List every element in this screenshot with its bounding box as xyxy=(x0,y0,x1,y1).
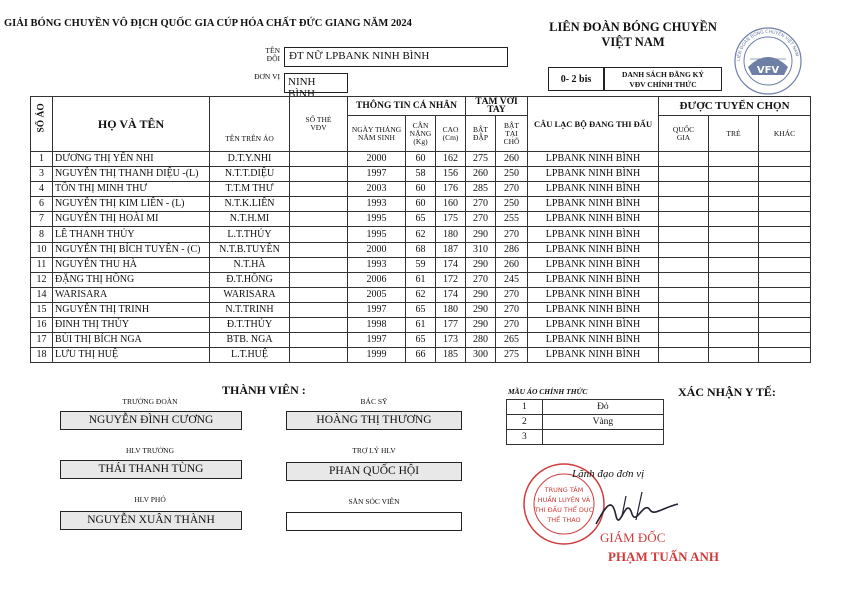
cell-weight: 68 xyxy=(406,242,436,257)
cell-club: LPBANK NINH BÌNH xyxy=(528,182,659,197)
cell-standing: 260 xyxy=(496,257,528,272)
cell-standing: 286 xyxy=(496,242,528,257)
federation-line-1: LIÊN ĐOÀN BÓNG CHUYỀN xyxy=(549,20,717,34)
cell-name: NGUYỄN THU HÀ xyxy=(53,257,210,272)
cell-height: 174 xyxy=(436,287,466,302)
cell-empty xyxy=(290,212,348,227)
cell-empty xyxy=(709,318,759,333)
cell-standing: 270 xyxy=(496,227,528,242)
cell-empty xyxy=(709,333,759,348)
cell-weight: 61 xyxy=(406,272,436,287)
cell-weight: 65 xyxy=(406,302,436,317)
cell-club: LPBANK NINH BÌNH xyxy=(528,257,659,272)
cell-height: 177 xyxy=(436,318,466,333)
cell-empty xyxy=(659,257,709,272)
cell-standing: 270 xyxy=(496,287,528,302)
cell-empty xyxy=(290,197,348,212)
cell-spike: 270 xyxy=(466,212,496,227)
cell-name: NGUYỄN THỊ HOÀI MI xyxy=(53,212,210,227)
cell-empty xyxy=(659,272,709,287)
cell-empty xyxy=(709,272,759,287)
cell-spike: 270 xyxy=(466,272,496,287)
vice-label: HLV PHÓ xyxy=(134,495,166,504)
cell-empty xyxy=(709,152,759,167)
cell-empty xyxy=(759,318,811,333)
unit-name-field: NINH BÌNH xyxy=(284,73,348,93)
cell-spike: 300 xyxy=(466,348,496,363)
cell-year: 1997 xyxy=(348,333,406,348)
cell-empty xyxy=(759,348,811,363)
cell-empty xyxy=(759,242,811,257)
cell-shirt: N.T.HÀ xyxy=(210,257,290,272)
table-row xyxy=(31,257,811,272)
kit-row xyxy=(507,400,664,415)
cell-year: 1997 xyxy=(348,167,406,182)
table-row xyxy=(31,272,811,287)
cell-weight: 58 xyxy=(406,167,436,182)
cell-weight: 59 xyxy=(406,257,436,272)
cell-year: 2005 xyxy=(348,287,406,302)
cell-shirt: T.T.M THƯ xyxy=(210,182,290,197)
kit-row xyxy=(507,430,664,445)
cell-empty xyxy=(659,167,709,182)
team-name-field: ĐT NỮ LPBANK NINH BÌNH xyxy=(284,47,508,67)
cell-no: 1 xyxy=(31,152,53,167)
tournament-title: GIẢI BÓNG CHUYỀN VÔ ĐỊCH QUỐC GIA CÚP HÓA CHẤT ĐỨC GIANG NĂM 2024 xyxy=(4,18,412,29)
director-title: GIÁM ĐỐC xyxy=(600,530,666,545)
cell-empty xyxy=(709,242,759,257)
cell-empty xyxy=(709,167,759,182)
cell-standing: 250 xyxy=(496,167,528,182)
cell-year: 1998 xyxy=(348,318,406,333)
cell-empty xyxy=(709,257,759,272)
col-club: CÂU LẠC BỘ ĐANG THI ĐẤU xyxy=(528,97,659,152)
cell-empty xyxy=(709,287,759,302)
cell-standing: 270 xyxy=(496,182,528,197)
cell-empty xyxy=(659,197,709,212)
medical-confirmation: XÁC NHẬN Y TẾ: xyxy=(678,385,776,399)
cell-spike: 290 xyxy=(466,257,496,272)
logo-ring-text: LIÊN ĐOÀN BÓNG CHUYỀN VIỆT NAM xyxy=(736,29,799,62)
stamp-line-3: THI ĐẤU THỂ DỤC xyxy=(534,506,594,514)
player-table xyxy=(30,96,811,363)
cell-no: 6 xyxy=(31,197,53,212)
table-row xyxy=(31,242,811,257)
cell-club: LPBANK NINH BÌNH xyxy=(528,302,659,317)
col-no: SỐ ÁO xyxy=(31,97,53,152)
kit-cell-n: 1 xyxy=(507,400,543,415)
director-name: PHẠM TUẤN ANH xyxy=(608,549,719,564)
table-row xyxy=(31,302,811,317)
cell-weight: 60 xyxy=(406,152,436,167)
vice-name-field: NGUYỄN XUÂN THÀNH xyxy=(60,511,242,530)
cell-no: 3 xyxy=(31,167,53,182)
asst-label: TRỢ LÝ HLV xyxy=(352,446,396,455)
cell-no: 16 xyxy=(31,318,53,333)
cell-shirt: N.T.T.DIỆU xyxy=(210,167,290,182)
cell-height: 160 xyxy=(436,197,466,212)
logo-text: VFV xyxy=(756,65,780,76)
cell-empty xyxy=(759,302,811,317)
head-label: TRƯỞNG ĐOÀN xyxy=(122,397,178,406)
cell-empty xyxy=(759,197,811,212)
player-rows xyxy=(31,152,811,363)
cell-empty xyxy=(759,167,811,182)
cell-club: LPBANK NINH BÌNH xyxy=(528,242,659,257)
doctor-label: BÁC SỸ xyxy=(360,397,388,406)
cell-spike: 260 xyxy=(466,167,496,182)
cell-empty xyxy=(659,348,709,363)
cell-standing: 270 xyxy=(496,318,528,333)
cell-year: 2003 xyxy=(348,182,406,197)
table-row xyxy=(31,318,811,333)
col-standing: BẬT TẠI CHỖ xyxy=(496,116,528,152)
cell-empty xyxy=(659,152,709,167)
cell-empty xyxy=(709,227,759,242)
cell-height: 187 xyxy=(436,242,466,257)
cell-shirt: Đ.T.THỦY xyxy=(210,318,290,333)
cell-empty xyxy=(290,287,348,302)
cell-weight: 65 xyxy=(406,333,436,348)
care-label: SĂN SÓC VIÊN xyxy=(348,497,400,506)
cell-name: NGUYỄN THỊ BÍCH TUYỀN - (C) xyxy=(53,242,210,257)
cell-standing: 260 xyxy=(496,152,528,167)
cell-club: LPBANK NINH BÌNH xyxy=(528,212,659,227)
cell-empty xyxy=(290,302,348,317)
cell-name: TÔN THỊ MINH THƯ xyxy=(53,182,210,197)
cell-empty xyxy=(659,302,709,317)
cell-name: WARISARA xyxy=(53,287,210,302)
vfv-logo xyxy=(728,23,808,95)
cell-height: 180 xyxy=(436,227,466,242)
cell-standing: 250 xyxy=(496,197,528,212)
cell-shirt: D.T.Y.NHI xyxy=(210,152,290,167)
cell-empty xyxy=(759,333,811,348)
col-selected: ĐƯỢC TUYỂN CHỌN xyxy=(659,97,811,116)
cell-empty xyxy=(659,212,709,227)
cell-weight: 62 xyxy=(406,287,436,302)
cell-height: 162 xyxy=(436,152,466,167)
col-reach: TẦM VỚI TAY xyxy=(466,97,528,116)
cell-standing: 255 xyxy=(496,212,528,227)
cell-spike: 290 xyxy=(466,287,496,302)
cell-empty xyxy=(290,182,348,197)
cell-height: 156 xyxy=(436,167,466,182)
stamp-line-1: TRUNG TÂM xyxy=(544,486,584,494)
cell-name: NGUYỄN THỊ TRINH xyxy=(53,302,210,317)
federation-name xyxy=(540,20,726,50)
cell-spike: 270 xyxy=(466,197,496,212)
cell-shirt: N.T.H.MI xyxy=(210,212,290,227)
cell-height: 176 xyxy=(436,182,466,197)
list-title: DANH SÁCH ĐĂNG KÝ VĐV CHÍNH THỨC xyxy=(604,67,722,91)
cell-name: ĐINH THỊ THỦY xyxy=(53,318,210,333)
cell-shirt: N.T.B.TUYỀN xyxy=(210,242,290,257)
cell-empty xyxy=(709,197,759,212)
col-shirt-name: TÊN TRÊN ÁO xyxy=(210,97,290,152)
coach-name-field: THÁI THANH TÙNG xyxy=(60,460,242,479)
cell-year: 1997 xyxy=(348,302,406,317)
cell-year: 2000 xyxy=(348,152,406,167)
cell-shirt: N.T.K.LIÊN xyxy=(210,197,290,212)
doctor-name-field: HOÀNG THỊ THƯƠNG xyxy=(286,411,462,430)
cell-year: 1993 xyxy=(348,257,406,272)
cell-club: LPBANK NINH BÌNH xyxy=(528,152,659,167)
col-name: HỌ VÀ TÊN xyxy=(53,97,210,152)
cell-empty xyxy=(290,318,348,333)
cell-empty xyxy=(659,318,709,333)
cell-weight: 61 xyxy=(406,318,436,333)
kit-table xyxy=(506,399,664,445)
cell-empty xyxy=(759,227,811,242)
cell-name: BÙI THỊ BÍCH NGA xyxy=(53,333,210,348)
team-label: TÊN ĐỘI xyxy=(265,46,280,63)
asst-name-field: PHAN QUỐC HỘI xyxy=(286,462,462,481)
cell-no: 18 xyxy=(31,348,53,363)
kit-cell-color: Vàng xyxy=(542,415,663,430)
cell-shirt: N.T.TRINH xyxy=(210,302,290,317)
cell-no: 4 xyxy=(31,182,53,197)
cell-name: LÊ THANH THỦY xyxy=(53,227,210,242)
cell-empty xyxy=(759,212,811,227)
col-youth: TRẺ xyxy=(709,116,759,152)
cell-empty xyxy=(759,287,811,302)
cell-empty xyxy=(709,182,759,197)
cell-no: 15 xyxy=(31,302,53,317)
cell-spike: 310 xyxy=(466,242,496,257)
federation-line-2: VIỆT NAM xyxy=(601,35,665,49)
cell-club: LPBANK NINH BÌNH xyxy=(528,348,659,363)
cell-spike: 285 xyxy=(466,182,496,197)
table-header-row xyxy=(31,97,811,116)
cell-year: 1993 xyxy=(348,197,406,212)
cell-year: 2000 xyxy=(348,242,406,257)
cell-weight: 60 xyxy=(406,182,436,197)
cell-club: LPBANK NINH BÌNH xyxy=(528,333,659,348)
cell-shirt: BTB. NGA xyxy=(210,333,290,348)
table-row xyxy=(31,287,811,302)
cell-club: LPBANK NINH BÌNH xyxy=(528,227,659,242)
cell-empty xyxy=(759,257,811,272)
unit-label: ĐƠN VỊ xyxy=(254,72,280,81)
cell-standing: 245 xyxy=(496,272,528,287)
col-card-no: SỐ THẺ VĐV xyxy=(290,97,348,152)
col-weight: CÂN NẶNG (Kg) xyxy=(406,116,436,152)
cell-standing: 270 xyxy=(496,302,528,317)
col-spike: BẬT ĐẬP xyxy=(466,116,496,152)
cell-name: NGUYỄN THỊ THANH DIỆU -(L) xyxy=(53,167,210,182)
cell-spike: 275 xyxy=(466,152,496,167)
kit-cell-n: 3 xyxy=(507,430,543,445)
cell-no: 17 xyxy=(31,333,53,348)
kit-cell-n: 2 xyxy=(507,415,543,430)
signature-icon xyxy=(592,486,682,534)
cell-club: LPBANK NINH BÌNH xyxy=(528,197,659,212)
cell-club: LPBANK NINH BÌNH xyxy=(528,287,659,302)
cell-no: 14 xyxy=(31,287,53,302)
cell-club: LPBANK NINH BÌNH xyxy=(528,272,659,287)
cell-spike: 290 xyxy=(466,227,496,242)
cell-empty xyxy=(290,152,348,167)
cell-empty xyxy=(659,227,709,242)
cell-height: 175 xyxy=(436,212,466,227)
cell-spike: 290 xyxy=(466,318,496,333)
cell-empty xyxy=(759,182,811,197)
cell-club: LPBANK NINH BÌNH xyxy=(528,318,659,333)
cell-empty xyxy=(290,272,348,287)
cell-weight: 65 xyxy=(406,212,436,227)
table-row xyxy=(31,152,811,167)
cell-name: LƯU THỊ HUỆ xyxy=(53,348,210,363)
care-name-field xyxy=(286,512,462,531)
cell-empty xyxy=(290,348,348,363)
cell-empty xyxy=(290,167,348,182)
cell-empty xyxy=(659,182,709,197)
cell-club: LPBANK NINH BÌNH xyxy=(528,167,659,182)
cell-standing: 275 xyxy=(496,348,528,363)
cell-name: DƯƠNG THỊ YẾN NHI xyxy=(53,152,210,167)
cell-shirt: L.T.THỦY xyxy=(210,227,290,242)
cell-empty xyxy=(659,333,709,348)
cell-shirt: Đ.T.HỒNG xyxy=(210,272,290,287)
table-row xyxy=(31,197,811,212)
table-row xyxy=(31,182,811,197)
cell-year: 1995 xyxy=(348,212,406,227)
stamp-line-4: THỂ THAO xyxy=(547,516,581,524)
cell-height: 172 xyxy=(436,272,466,287)
kit-cell-color: Đỏ xyxy=(542,400,663,415)
cell-empty xyxy=(659,287,709,302)
col-height: CAO (Cm) xyxy=(436,116,466,152)
cell-weight: 62 xyxy=(406,227,436,242)
col-personal-info: THÔNG TIN CÁ NHÂN xyxy=(348,97,466,116)
cell-no: 7 xyxy=(31,212,53,227)
cell-shirt: L.T.HUỆ xyxy=(210,348,290,363)
kit-row xyxy=(507,415,664,430)
cell-spike: 290 xyxy=(466,302,496,317)
col-birth-year: NGÀY THÁNG NĂM SINH xyxy=(348,116,406,152)
head-name-field: NGUYỄN ĐÌNH CƯƠNG xyxy=(60,411,242,430)
cell-empty xyxy=(709,348,759,363)
cell-empty xyxy=(709,212,759,227)
cell-empty xyxy=(290,242,348,257)
cell-empty xyxy=(759,272,811,287)
form-code: 0- 2 bis xyxy=(548,67,604,91)
table-row xyxy=(31,333,811,348)
cell-height: 173 xyxy=(436,333,466,348)
stamp-line-2: HUẤN LUYỆN VÀ xyxy=(537,496,591,504)
cell-year: 1995 xyxy=(348,227,406,242)
cell-year: 2006 xyxy=(348,272,406,287)
cell-no: 11 xyxy=(31,257,53,272)
cell-weight: 60 xyxy=(406,197,436,212)
unit-leader-label: Lãnh đạo đơn vị xyxy=(572,468,645,480)
col-national: QUỐC GIA xyxy=(659,116,709,152)
cell-empty xyxy=(290,333,348,348)
cell-height: 174 xyxy=(436,257,466,272)
cell-standing: 265 xyxy=(496,333,528,348)
kit-rows xyxy=(507,400,664,445)
cell-height: 180 xyxy=(436,302,466,317)
coach-label: HLV TRƯỞNG xyxy=(126,446,174,455)
cell-empty xyxy=(659,242,709,257)
cell-height: 185 xyxy=(436,348,466,363)
table-row xyxy=(31,212,811,227)
kit-title: MẦU ÁO CHÍNH THỨC xyxy=(508,387,588,396)
cell-no: 12 xyxy=(31,272,53,287)
table-row xyxy=(31,348,811,363)
cell-weight: 66 xyxy=(406,348,436,363)
cell-empty xyxy=(759,152,811,167)
cell-shirt: WARISARA xyxy=(210,287,290,302)
cell-empty xyxy=(709,302,759,317)
cell-empty xyxy=(290,257,348,272)
cell-empty xyxy=(290,227,348,242)
table-row xyxy=(31,227,811,242)
cell-spike: 280 xyxy=(466,333,496,348)
col-other: KHÁC xyxy=(759,116,811,152)
cell-name: ĐẶNG THỊ HỒNG xyxy=(53,272,210,287)
cell-no: 10 xyxy=(31,242,53,257)
cell-name: NGUYỄN THỊ KIM LIÊN - (L) xyxy=(53,197,210,212)
cell-no: 8 xyxy=(31,227,53,242)
members-title: THÀNH VIÊN : xyxy=(222,383,306,397)
table-row xyxy=(31,167,811,182)
cell-year: 1999 xyxy=(348,348,406,363)
kit-cell-color xyxy=(542,430,663,445)
